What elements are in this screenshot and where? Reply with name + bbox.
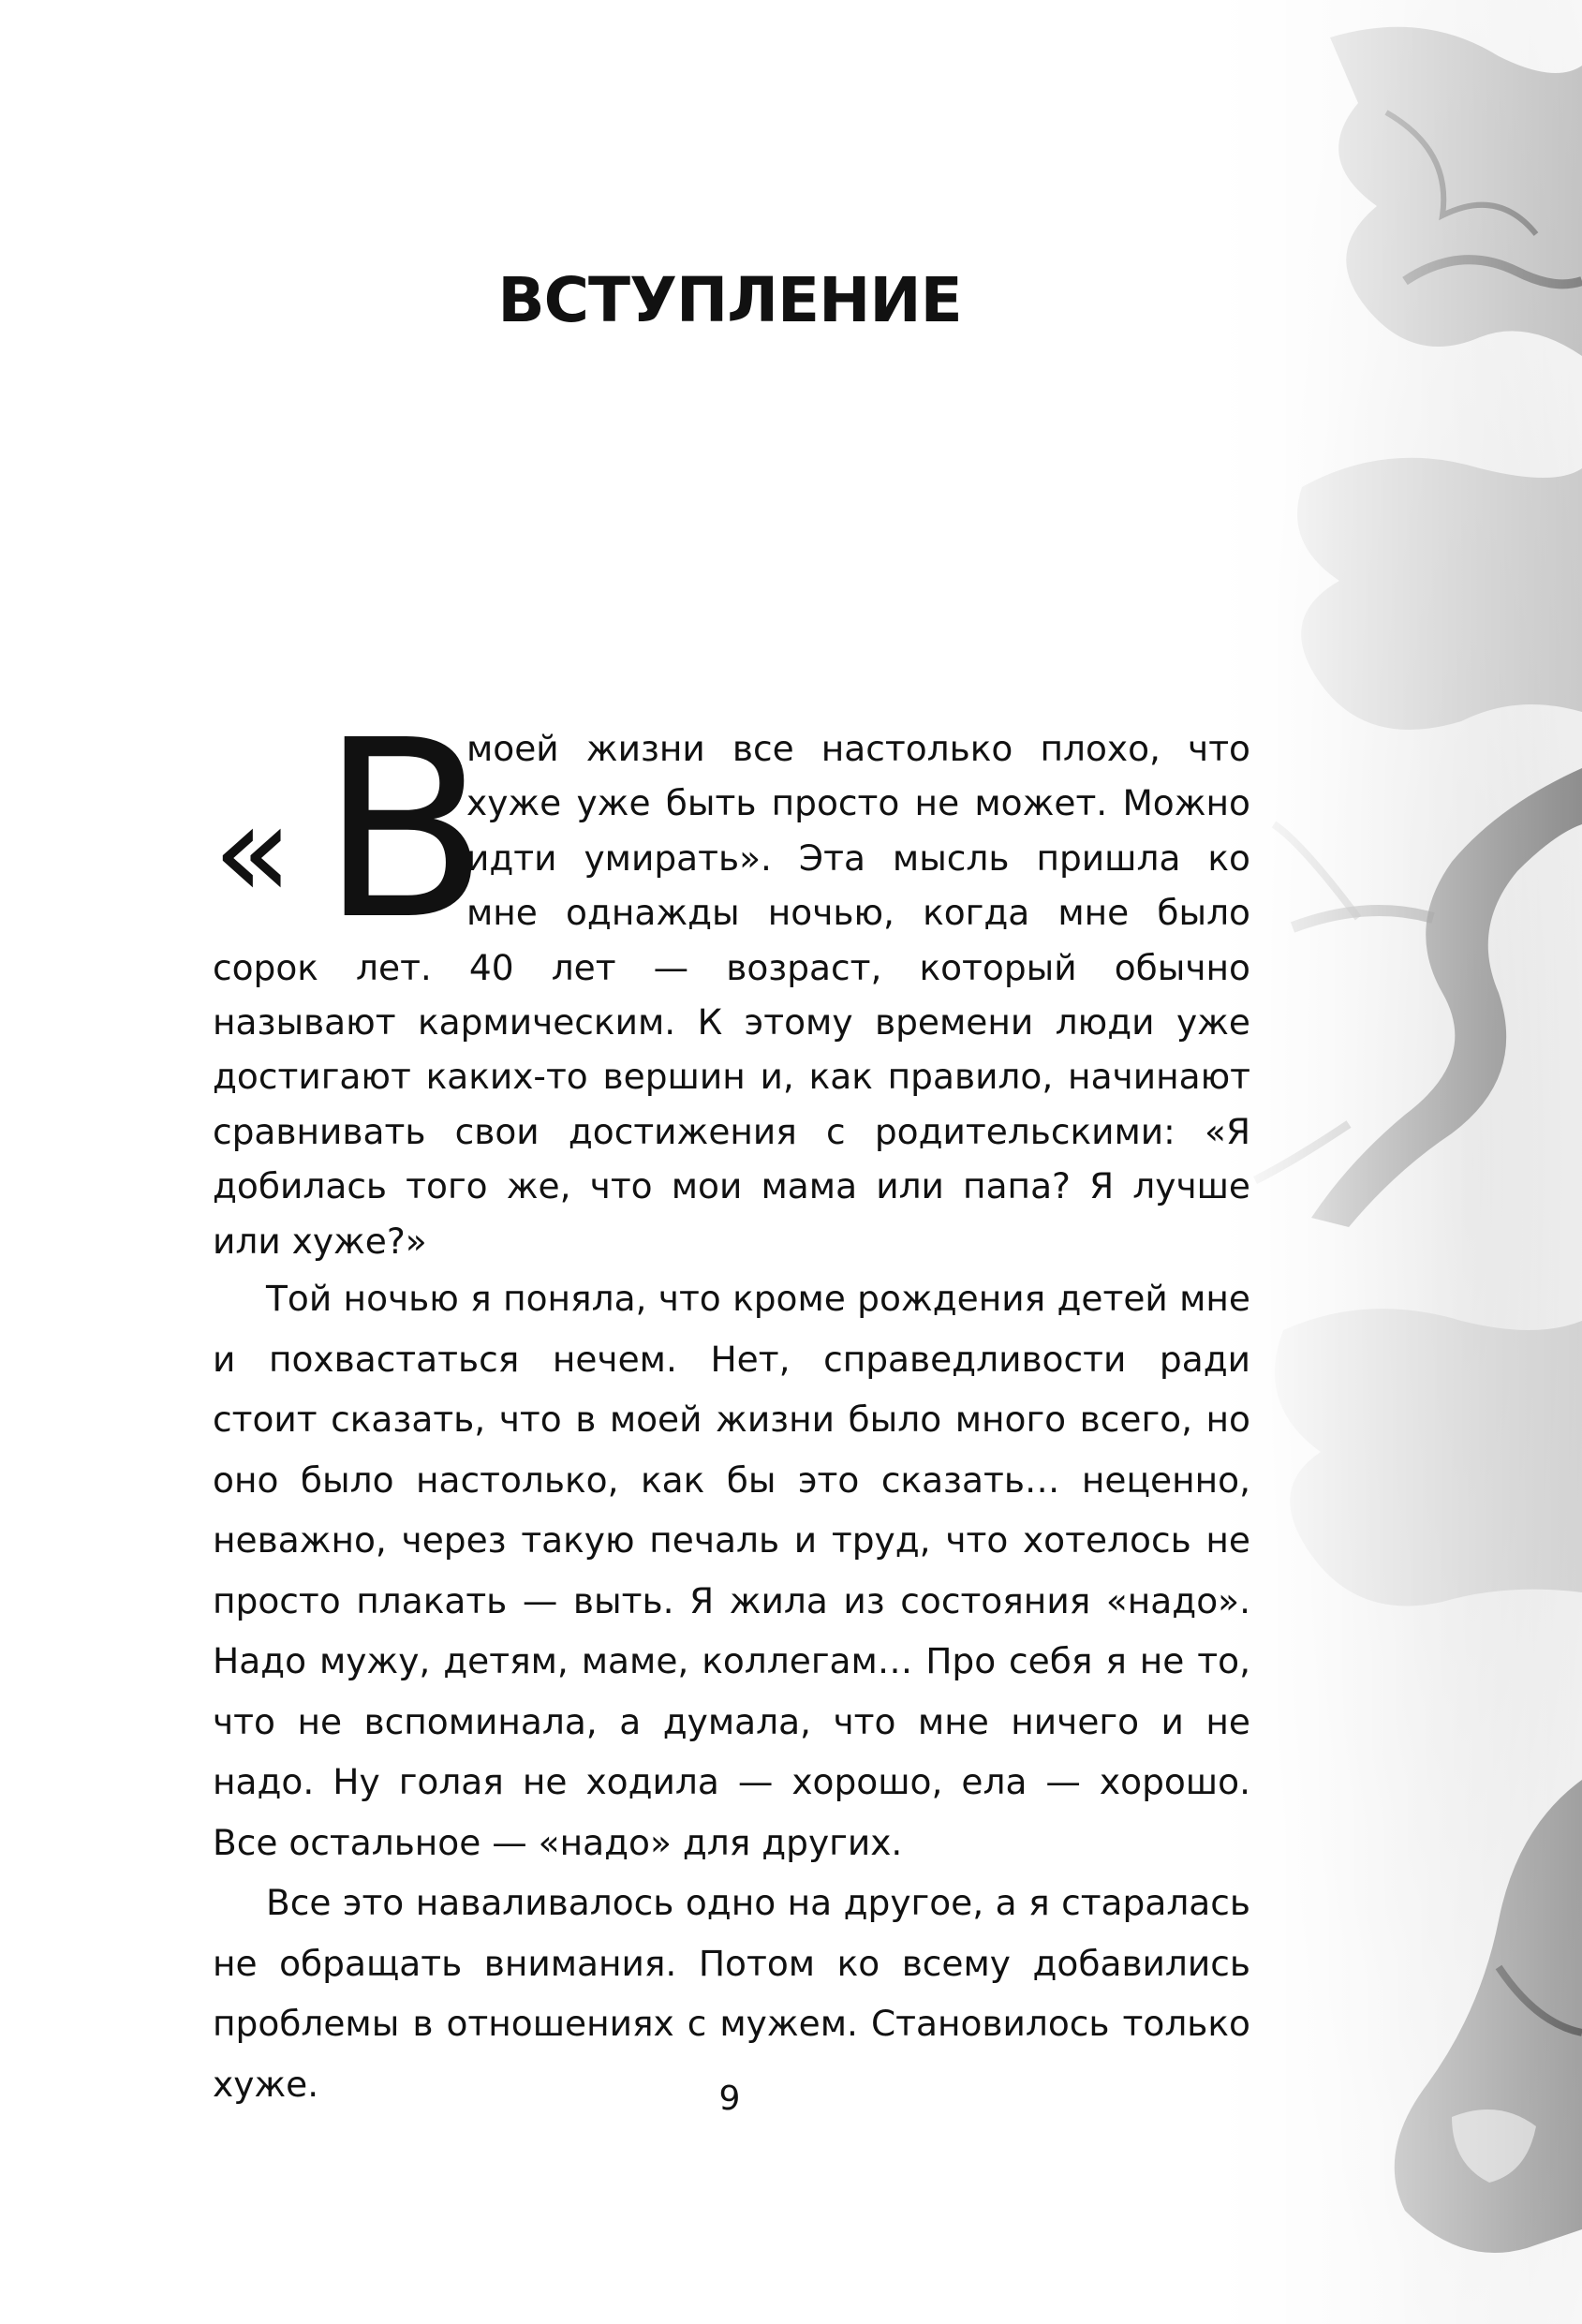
paragraph-3: Все это наваливалось одно на другое, а я старалась не обращать внимания. Потом ко всему добавились проблемы в отношениях с мужем. Становилось только хуже. xyxy=(213,1882,1250,2105)
paragraph-2: Той ночью я поняла, что кроме рождения детей мне и похвастаться нечем. Нет, справедливости ради стоит сказать, что в моей жизни было много всего, но оно было настолько, как бы это сказать… неценно, неважно, через такую печаль и труд, что хотелось не просто плакать — выть. Я жила из состояния «надо». Надо мужу, детям, маме, коллегам… Про себя я не то, что не вспоминала, а думала, что мне ничего и не надо. Ну голая не ходила — хорошо, ела — хорошо. Все остальное — «надо» для других. xyxy=(213,1278,1250,1863)
dropcap xyxy=(213,688,489,973)
dropcap-letter: В xyxy=(320,688,489,973)
paragraph-1 xyxy=(213,688,1250,1268)
tree-illustration-icon xyxy=(1218,0,1582,2324)
dropcap-quote: « xyxy=(213,776,288,928)
paragraph-1-text: моей жизни все настолько плохо, что хуже уже быть просто не может. Можно идти умирать». Эта мысль пришла ко мне однажды ночью, когда мне было сорок лет. 40 лет — возраст, который обычно называют кармическим. К этому времени люди уже достигают каких-то вершин и, как правило, начинают сравнивать свои достижения с родительскими: «Я добилась того же, что мои мама или папа? Я лучше или хуже?» xyxy=(213,728,1250,1262)
chapter-title: ВСТУПЛЕНИЕ xyxy=(497,264,962,336)
page-number: 9 xyxy=(718,2080,741,2118)
body-text xyxy=(213,688,1250,2114)
